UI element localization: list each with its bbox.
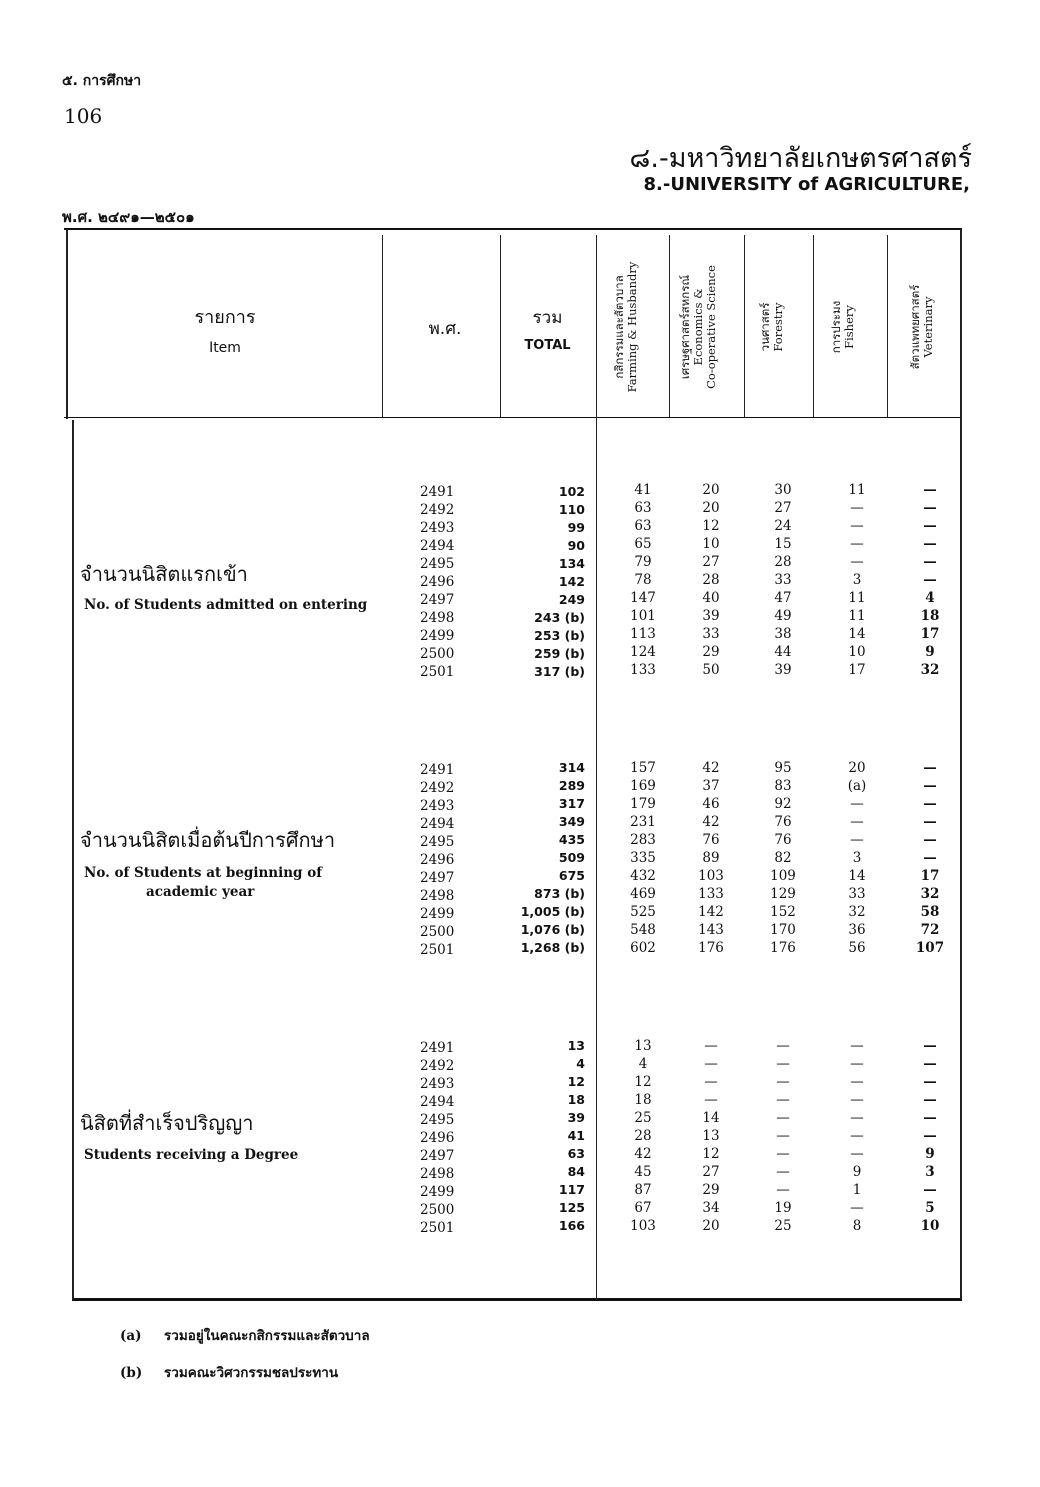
- table-cell: 335: [630, 850, 656, 866]
- table-cell: 79: [634, 554, 652, 570]
- table-cell: 47: [774, 590, 792, 606]
- table-cell: —: [850, 814, 864, 830]
- table-cell: 20: [702, 500, 720, 516]
- table-cell: 39: [774, 662, 792, 678]
- header-total-english: TOTAL: [524, 338, 571, 353]
- table-cell: —: [923, 1056, 937, 1072]
- column-divider-economics: [744, 235, 745, 417]
- group-title-english: Students receiving a Degree: [84, 1147, 299, 1163]
- table-cell: 103: [630, 1218, 656, 1234]
- total-column: [510, 1037, 585, 1235]
- table-cell: 2499: [420, 1184, 455, 1200]
- table-cell: 17: [848, 662, 866, 678]
- table-cell: 1,268 (b): [520, 940, 585, 955]
- table-cell: 28: [774, 554, 792, 570]
- table-cell: 3: [852, 572, 862, 588]
- table-cell: —: [850, 1200, 864, 1216]
- table-cell: 41: [567, 1128, 585, 1143]
- table-cell: 42: [634, 1146, 652, 1162]
- table-cell: 143: [698, 922, 724, 938]
- table-cell: 82: [774, 850, 792, 866]
- table-cell: 49: [774, 608, 792, 624]
- table-cell: 99: [567, 520, 585, 535]
- footnote-marker: (a): [120, 1328, 142, 1344]
- table-cell: —: [923, 850, 937, 866]
- table-cell: 2497: [420, 592, 455, 608]
- table-cell: 133: [698, 886, 724, 902]
- veterinary-column: [895, 1037, 965, 1235]
- table-cell: 27: [702, 1164, 720, 1180]
- table-cell: 2492: [420, 502, 455, 518]
- table-cell: 4: [638, 1056, 648, 1072]
- table-cell: 2497: [420, 870, 455, 886]
- year-column: [420, 761, 470, 959]
- table-cell: 102: [558, 484, 585, 499]
- table-cell: 103: [698, 868, 724, 884]
- table-cell: —: [850, 518, 864, 534]
- table-cell: 76: [774, 832, 792, 848]
- table-cell: 32: [920, 886, 940, 902]
- header-item-thai: รายการ: [194, 307, 256, 328]
- fishery-column: [822, 759, 892, 957]
- header-farming: กสิกรรมและสัตวบาล Farming & Husbandry: [612, 261, 639, 393]
- table-cell: —: [923, 554, 937, 570]
- table-cell: 675: [558, 868, 585, 883]
- footnote-text: รวมคณะวิศวกรรมชลประทาน: [164, 1365, 339, 1381]
- table-cell: 435: [558, 832, 585, 847]
- table-cell: —: [850, 832, 864, 848]
- table-cell: 12: [702, 518, 720, 534]
- table-cell: 113: [630, 626, 656, 642]
- table-cell: 1,005 (b): [520, 904, 585, 919]
- year-column: [420, 1039, 470, 1237]
- table-cell: 2495: [420, 834, 455, 850]
- table-cell: 19: [774, 1200, 792, 1216]
- table-top-rule: [64, 228, 962, 230]
- table-bottom-rule: [72, 1298, 962, 1301]
- table-cell: —: [776, 1164, 790, 1180]
- table-cell: 38: [774, 626, 792, 642]
- farming-column: [608, 1037, 678, 1235]
- table-cell: —: [704, 1056, 718, 1072]
- table-cell: 2498: [420, 610, 455, 626]
- table-cell: 25: [774, 1218, 792, 1234]
- table-cell: 13: [567, 1038, 585, 1053]
- group-title-thai: จำนวนนิสิตเมื่อต้นปีการศึกษา: [80, 828, 336, 852]
- table-cell: 95: [774, 760, 792, 776]
- table-cell: 28: [702, 572, 720, 588]
- table-cell: 249: [558, 592, 585, 607]
- table-cell: 78: [634, 572, 652, 588]
- table-cell: 2491: [420, 762, 455, 778]
- table-cell: 39: [702, 608, 720, 624]
- table-cell: —: [923, 518, 937, 534]
- table-cell: 20: [848, 760, 866, 776]
- veterinary-column: [895, 481, 965, 679]
- table-cell: —: [776, 1146, 790, 1162]
- table-cell: 873 (b): [534, 886, 585, 901]
- table-cell: 2500: [420, 1202, 455, 1218]
- table-cell: 87: [634, 1182, 652, 1198]
- table-cell: —: [923, 796, 937, 812]
- table-cell: 83: [774, 778, 792, 794]
- table-cell: 10: [848, 644, 866, 660]
- table-cell: 67: [634, 1200, 652, 1216]
- table-cell: 30: [774, 482, 792, 498]
- table-cell: 76: [702, 832, 720, 848]
- table-cell: 20: [702, 1218, 720, 1234]
- table-cell: 76: [774, 814, 792, 830]
- table-cell: 2494: [420, 538, 455, 554]
- table-cell: 2497: [420, 1148, 455, 1164]
- forestry-column: [748, 481, 818, 679]
- table-cell: 12: [634, 1074, 652, 1090]
- header-veterinary: สัตวแพทยศาสตร์ Veterinary: [908, 284, 935, 370]
- table-cell: —: [776, 1128, 790, 1144]
- table-cell: 2500: [420, 646, 455, 662]
- table-cell: 2499: [420, 628, 455, 644]
- table-cell: —: [923, 1038, 937, 1054]
- table-cell: 33: [702, 626, 720, 642]
- table-cell: 5: [925, 1200, 935, 1216]
- table-cell: 63: [634, 518, 652, 534]
- table-cell: 2492: [420, 780, 455, 796]
- table-cell: 169: [630, 778, 656, 794]
- table-cell: —: [923, 1128, 937, 1144]
- table-cell: 12: [702, 1146, 720, 1162]
- table-cell: 432: [630, 868, 656, 884]
- economics-column: [680, 1037, 742, 1235]
- total-column: [510, 759, 585, 957]
- table-cell: 45: [634, 1164, 652, 1180]
- table-cell: 2495: [420, 1112, 455, 1128]
- table-cell: —: [923, 500, 937, 516]
- table-cell: —: [850, 1110, 864, 1126]
- table-cell: 37: [702, 778, 720, 794]
- table-cell: 10: [920, 1218, 940, 1234]
- table-cell: —: [776, 1110, 790, 1126]
- header-economics: เศรษฐศาสตร์สหกรณ์ Economics & Co-operative Science: [678, 265, 718, 389]
- table-cell: 2498: [420, 1166, 455, 1182]
- table-cell: 317 (b): [534, 664, 585, 679]
- header-item-english: Item: [209, 340, 241, 356]
- table-cell: —: [923, 760, 937, 776]
- table-cell: 89: [702, 850, 720, 866]
- table-cell: 42: [702, 760, 720, 776]
- table-cell: 13: [702, 1128, 720, 1144]
- table-cell: —: [923, 1182, 937, 1198]
- table-cell: 17: [920, 868, 940, 884]
- table-cell: 18: [634, 1092, 652, 1108]
- table-cell: —: [923, 536, 937, 552]
- table-cell: —: [850, 796, 864, 812]
- table-cell: —: [850, 554, 864, 570]
- table-cell: 29: [702, 1182, 720, 1198]
- economics-column: [680, 481, 742, 679]
- table-cell: 2494: [420, 816, 455, 832]
- table-cell: 2492: [420, 1058, 455, 1074]
- table-cell: 11: [848, 590, 866, 606]
- table-cell: 109: [770, 868, 796, 884]
- total-column: [510, 483, 585, 681]
- table-cell: 142: [698, 904, 724, 920]
- table-cell: —: [776, 1056, 790, 1072]
- table-cell: —: [923, 832, 937, 848]
- footnote-marker: (b): [120, 1365, 143, 1381]
- table-cell: 2501: [420, 664, 455, 680]
- table-cell: 147: [630, 590, 656, 606]
- table-cell: 27: [702, 554, 720, 570]
- table-cell: 124: [630, 644, 656, 660]
- table-cell: 2500: [420, 924, 455, 940]
- table-cell: 25: [634, 1110, 652, 1126]
- table-cell: —: [850, 1146, 864, 1162]
- group-title-thai: จำนวนนิสิตแรกเข้า: [80, 562, 248, 586]
- veterinary-column: [895, 759, 965, 957]
- footnote-b: [120, 1361, 338, 1383]
- table-cell: 92: [774, 796, 792, 812]
- header-year: พ.ศ.: [428, 319, 462, 339]
- table-cell: 2491: [420, 484, 455, 500]
- group-title-thai: นิสิตที่สำเร็จปริญญา: [80, 1111, 254, 1135]
- table-cell: 17: [920, 626, 940, 642]
- table-cell: 9: [925, 644, 935, 660]
- table-cell: 39: [567, 1110, 585, 1125]
- table-cell: 84: [567, 1164, 585, 1179]
- table-cell: —: [776, 1074, 790, 1090]
- header-fishery: การประมง Fishery: [829, 300, 856, 354]
- table-cell: 10: [702, 536, 720, 552]
- farming-column: [608, 759, 678, 957]
- table-cell: 2498: [420, 888, 455, 904]
- table-cell: 117: [558, 1182, 585, 1197]
- table-cell: 317: [558, 796, 585, 811]
- table-cell: —: [923, 778, 937, 794]
- table-cell: 179: [630, 796, 656, 812]
- table-cell: —: [850, 536, 864, 552]
- table-cell: 1,076 (b): [520, 922, 585, 937]
- table-cell: 33: [848, 886, 866, 902]
- table-cell: —: [704, 1038, 718, 1054]
- table-cell: 2491: [420, 1040, 455, 1056]
- table-cell: 2501: [420, 1220, 455, 1236]
- table-cell: 469: [630, 886, 656, 902]
- table-cell: 349: [558, 814, 585, 829]
- table-cell: —: [704, 1092, 718, 1108]
- table-cell: 4: [576, 1056, 585, 1071]
- table-cell: 283: [630, 832, 656, 848]
- table-cell: 176: [770, 940, 796, 956]
- table-cell: 40: [702, 590, 720, 606]
- table-cell: 32: [920, 662, 940, 678]
- header-forestry: วนศาสตร์ Forestry: [758, 302, 785, 352]
- table-cell: 314: [558, 760, 585, 775]
- footnote-a: [120, 1324, 370, 1346]
- table-cell: 11: [848, 482, 866, 498]
- column-divider-forestry: [813, 235, 814, 417]
- table-cell: 63: [567, 1146, 585, 1161]
- page-number: 106: [64, 104, 103, 128]
- farming-column: [608, 481, 678, 679]
- table-cell: 157: [630, 760, 656, 776]
- table-cell: —: [923, 572, 937, 588]
- table-cell: 41: [634, 482, 652, 498]
- table-cell: 65: [634, 536, 652, 552]
- page-title-english: 8.-UNIVERSITY of AGRICULTURE,: [643, 174, 970, 195]
- table-cell: 2496: [420, 852, 455, 868]
- table-cell: —: [923, 1110, 937, 1126]
- fishery-column: [822, 1037, 892, 1235]
- table-cell: —: [850, 1038, 864, 1054]
- table-cell: 2496: [420, 1130, 455, 1146]
- table-cell: 1: [852, 1182, 862, 1198]
- table-cell: 289: [558, 778, 585, 793]
- table-cell: 11: [848, 608, 866, 624]
- column-divider-fishery: [887, 235, 888, 417]
- table-cell: 231: [630, 814, 656, 830]
- table-cell: —: [923, 1092, 937, 1108]
- table-cell: 4: [925, 590, 935, 606]
- table-cell: 36: [848, 922, 866, 938]
- table-cell: —: [704, 1074, 718, 1090]
- table-cell: 15: [774, 536, 792, 552]
- group-title-english: No. of Students at beginning of: [84, 865, 323, 881]
- page-title-thai: ๘.-มหาวิทยาลัยเกษตรศาสตร์: [629, 143, 972, 174]
- table-cell: 44: [774, 644, 792, 660]
- table-cell: 9: [852, 1164, 862, 1180]
- table-cell: 29: [702, 644, 720, 660]
- table-cell: 133: [630, 662, 656, 678]
- table-cell: 3: [852, 850, 862, 866]
- table-cell: 110: [558, 502, 585, 517]
- table-cell: 2493: [420, 520, 455, 536]
- table-cell: —: [776, 1182, 790, 1198]
- column-divider-total: [596, 235, 597, 1300]
- table-cell: 2494: [420, 1094, 455, 1110]
- table-cell: 32: [848, 904, 866, 920]
- table-cell: 56: [848, 940, 866, 956]
- table-cell: 101: [630, 608, 656, 624]
- table-cell: 509: [558, 850, 585, 865]
- table-cell: 125: [558, 1200, 585, 1215]
- table-cell: 28: [634, 1128, 652, 1144]
- economics-column: [680, 759, 742, 957]
- table-cell: 134: [558, 556, 585, 571]
- table-left-border: [66, 229, 68, 419]
- table-cell: 8: [852, 1218, 862, 1234]
- table-cell: 107: [915, 940, 945, 956]
- table-cell: 63: [634, 500, 652, 516]
- table-cell: 20: [702, 482, 720, 498]
- table-cell: 2501: [420, 942, 455, 958]
- table-cell: 2493: [420, 1076, 455, 1092]
- table-cell: —: [850, 1092, 864, 1108]
- table-cell: —: [923, 814, 937, 830]
- table-cell: —: [923, 1074, 937, 1090]
- table-cell: 2495: [420, 556, 455, 572]
- fishery-column: [822, 481, 892, 679]
- group-title-english-line2: academic year: [146, 884, 255, 900]
- table-cell: 2496: [420, 574, 455, 590]
- table-cell: 3: [925, 1164, 935, 1180]
- year-range: พ.ศ. ๒๔๙๑—๒๕๐๑: [62, 208, 195, 226]
- column-divider-farming: [669, 235, 670, 417]
- section-label: ๕. การศึกษา: [62, 73, 142, 89]
- table-cell: 525: [630, 904, 656, 920]
- table-cell: 27: [774, 500, 792, 516]
- table-cell: —: [850, 500, 864, 516]
- table-cell: 9: [925, 1146, 935, 1162]
- group-title-english: No. of Students admitted on entering: [84, 597, 368, 613]
- table-cell: 2499: [420, 906, 455, 922]
- table-cell: (a): [847, 778, 867, 794]
- table-cell: 12: [567, 1074, 585, 1089]
- table-cell: 46: [702, 796, 720, 812]
- table-left-border-body: [72, 420, 74, 1300]
- table-cell: 13: [634, 1038, 652, 1054]
- table-cell: 170: [770, 922, 796, 938]
- table-cell: 24: [774, 518, 792, 534]
- column-divider-item: [382, 235, 383, 417]
- forestry-column: [748, 759, 818, 957]
- table-cell: 14: [848, 868, 866, 884]
- table-cell: 33: [774, 572, 792, 588]
- table-cell: 14: [702, 1110, 720, 1126]
- table-cell: 166: [558, 1218, 585, 1233]
- table-cell: 142: [558, 574, 585, 589]
- table-cell: —: [776, 1038, 790, 1054]
- table-cell: 72: [920, 922, 940, 938]
- table-cell: 14: [848, 626, 866, 642]
- table-cell: 50: [702, 662, 720, 678]
- table-cell: 129: [770, 886, 796, 902]
- header-total-thai: รวม: [532, 308, 563, 328]
- table-cell: 34: [702, 1200, 720, 1216]
- footnote-text: รวมอยู่ในคณะกสิกรรมและสัตวบาล: [164, 1328, 370, 1344]
- table-cell: —: [923, 482, 937, 498]
- table-cell: 253 (b): [534, 628, 585, 643]
- year-column: [420, 483, 470, 681]
- table-cell: 90: [567, 538, 585, 553]
- table-cell: 18: [920, 608, 940, 624]
- table-cell: 152: [770, 904, 796, 920]
- table-cell: 42: [702, 814, 720, 830]
- header-bottom-rule: [64, 417, 962, 418]
- table-cell: 18: [567, 1092, 585, 1107]
- table-cell: —: [850, 1056, 864, 1072]
- forestry-column: [748, 1037, 818, 1235]
- table-cell: —: [850, 1074, 864, 1090]
- table-cell: 259 (b): [534, 646, 585, 661]
- table-cell: 602: [630, 940, 656, 956]
- table-cell: —: [776, 1092, 790, 1108]
- table-cell: 58: [920, 904, 940, 920]
- table-cell: 2493: [420, 798, 455, 814]
- table-cell: 548: [630, 922, 656, 938]
- table-cell: 176: [698, 940, 724, 956]
- table-cell: 243 (b): [534, 610, 585, 625]
- table-cell: —: [850, 1128, 864, 1144]
